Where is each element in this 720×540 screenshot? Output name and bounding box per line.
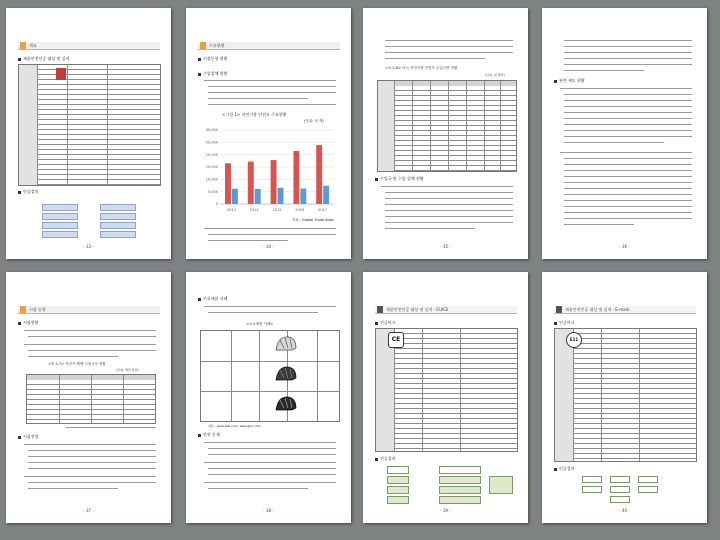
flow-step (582, 476, 602, 483)
chart-title: <그림 1> 자전거용 안전모 수요현황 (222, 112, 287, 117)
section-number-badge (20, 306, 26, 313)
subsection-heading: 관련 제도 현황 (554, 78, 585, 84)
flow-step (610, 476, 630, 483)
chart-bar (248, 162, 254, 204)
flow-step (42, 213, 78, 220)
page-number: - 39 - (440, 508, 451, 513)
chart-bar (316, 145, 322, 204)
product-grid (200, 330, 340, 422)
page-number: - 40 - (619, 508, 630, 513)
section-title: 시장 동향 (29, 307, 46, 312)
table-unit: (단위: 백만 달러) (116, 368, 139, 372)
y-tick-label: 15,000 (205, 165, 218, 170)
subsection-heading: 인증마크 (554, 320, 574, 326)
figure-title: <주요제품 사례> (246, 322, 274, 326)
subsection-heading: 인증마크 (375, 320, 395, 326)
x-tick-label: 2017 (318, 208, 328, 212)
flow-step (439, 466, 481, 474)
page-number: - 36 - (619, 244, 630, 249)
page-number: - 34 - (263, 244, 274, 249)
x-tick-label: 2015 (272, 208, 282, 212)
section-title: 개요 (29, 43, 37, 48)
flow-step (387, 476, 409, 484)
subsection-heading: 수입국 및 수입 업체 현황 (375, 176, 424, 182)
subsection-heading: 수입업체 현황 (198, 71, 227, 77)
chart-bar (323, 186, 329, 204)
table-title: <표 2-7> 자전거 헬멧 시장규모 현황 (48, 362, 106, 366)
flow-step (100, 222, 136, 229)
flow-step (387, 496, 409, 504)
flow-step (42, 204, 78, 211)
flow-step (42, 231, 78, 238)
flow-step (582, 486, 602, 493)
section-number-badge (20, 42, 26, 49)
document-page-1[interactable] (6, 8, 171, 259)
ce-mark-logo: CE (388, 332, 404, 348)
chart-source: 자료 : Global Trade Atlas (292, 218, 334, 222)
figure-source: 자료 : www.bell.com, www.giro.com (208, 424, 261, 428)
subsection-heading: 인증절차 (375, 456, 395, 462)
table-unit: (단위: 천 달러) (485, 73, 505, 77)
chart-bar (255, 189, 261, 204)
e-mark-logo: E11 (566, 332, 582, 348)
page-number: - 38 - (263, 508, 274, 513)
subsection-heading: 시장동향 현황 (198, 56, 227, 62)
page-number: - 37 - (83, 508, 94, 513)
flow-step (42, 222, 78, 229)
bar-chart (200, 126, 338, 214)
chart-bar (278, 188, 284, 204)
certification-table (18, 64, 161, 186)
flow-step (387, 466, 409, 474)
flow-step (610, 486, 630, 493)
section-header (375, 306, 517, 314)
document-page-4[interactable] (542, 8, 707, 259)
document-page-5[interactable] (6, 272, 171, 523)
table-title: <표 2-6> 미국 자전거용 안전모 수입국별 현황 (385, 66, 458, 70)
subsection-heading: 시장현황 (18, 320, 38, 326)
section-number-badge (377, 306, 383, 313)
flag-icon (56, 68, 66, 80)
y-tick-label: 25,000 (205, 140, 218, 145)
flow-step (100, 204, 136, 211)
chart-bar (293, 151, 299, 204)
subsection-heading: 인증절차 (18, 189, 38, 195)
subsection-heading: 안전 문제 (198, 432, 220, 438)
helmet-icon (274, 364, 298, 384)
helmet-icon (274, 334, 298, 354)
subsection-heading: 주요제품 사례 (198, 296, 227, 302)
section-number-badge (200, 42, 206, 49)
market-size-table (26, 374, 156, 424)
section-number-badge (556, 306, 562, 313)
flow-step (439, 496, 481, 504)
section-header (18, 306, 160, 314)
y-tick-label: 10,000 (205, 177, 218, 182)
document-page-6[interactable] (186, 272, 351, 523)
y-tick-label: 5,000 (207, 189, 218, 194)
chart-unit: (단위: 천 개) (304, 119, 324, 123)
subsection-heading: 시장전망 (18, 434, 38, 440)
document-page-8[interactable] (542, 272, 707, 523)
x-tick-label: 2016 (295, 208, 305, 212)
page-number: - 33 - (83, 244, 94, 249)
chart-bar (300, 188, 306, 204)
emark-certification-table (554, 328, 697, 462)
document-page-3[interactable] (363, 8, 528, 259)
flow-step (387, 486, 409, 494)
y-tick-label: 20,000 (205, 152, 218, 157)
flow-step (638, 486, 658, 493)
flow-step (610, 496, 630, 503)
section-title: 수요현황 (209, 43, 225, 48)
flow-step (100, 213, 136, 220)
y-tick-label: 0 (215, 202, 218, 207)
section-title: 제품안전인증 대상 및 실적 - E-mark (565, 307, 630, 312)
flow-step (100, 231, 136, 238)
chart-bar (271, 160, 277, 204)
section-title: 제품안전인증 대상 및 실적 - EU/CE (386, 307, 449, 312)
flow-step (489, 476, 513, 494)
subsection-heading: 인증절차 (554, 466, 574, 472)
helmet-icon (274, 394, 298, 414)
chart-bar (232, 189, 238, 204)
x-tick-label: 2013 (226, 208, 236, 212)
subsection-heading: 제품안전인증 대상 및 실적 (18, 56, 69, 62)
flow-step (439, 486, 481, 494)
x-tick-label: 2014 (249, 208, 259, 212)
y-tick-label: 30,000 (205, 128, 218, 133)
flow-step (439, 476, 481, 484)
flow-step (638, 476, 658, 483)
section-header (198, 42, 340, 50)
page-number: - 35 - (440, 244, 451, 249)
document-page-2[interactable] (186, 8, 351, 259)
section-header (18, 42, 160, 50)
section-header (554, 306, 696, 314)
document-page-7[interactable] (363, 272, 528, 523)
chart-bar (225, 163, 231, 204)
import-table (377, 80, 517, 172)
